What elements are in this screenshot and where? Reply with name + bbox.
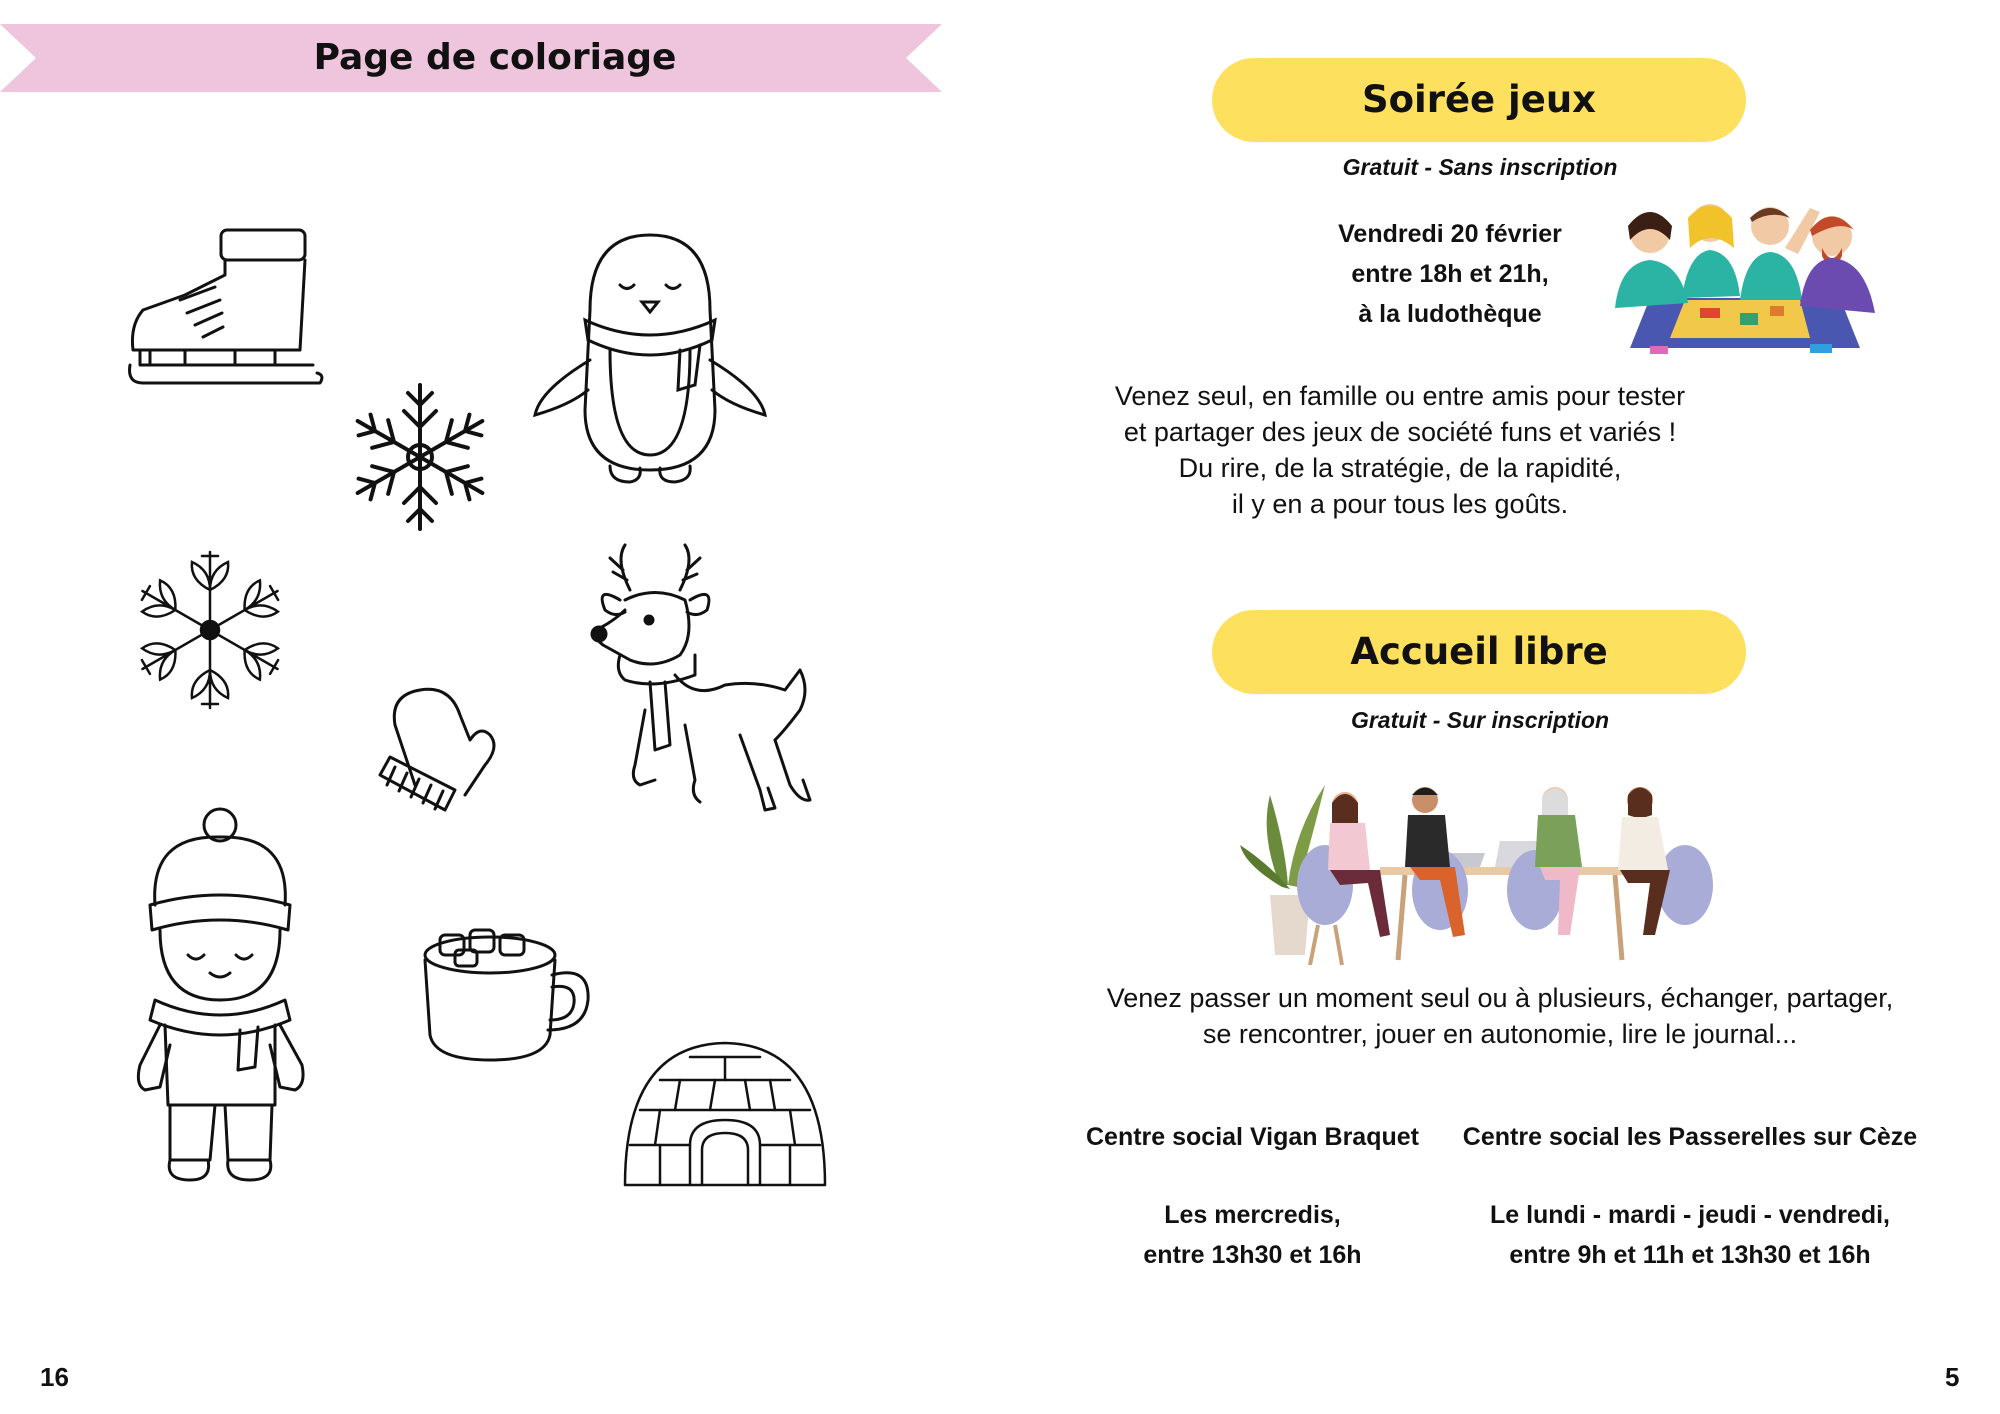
soiree-description-line: et partager des jeux de société funs et variés ! bbox=[1123, 417, 1677, 447]
center-hours: entre 13h30 et 16h bbox=[1143, 1241, 1362, 1269]
soiree-date: Vendredi 20 février bbox=[1338, 220, 1562, 248]
soiree-description-line: Du rire, de la stratégie, de la rapidité, bbox=[1178, 453, 1622, 483]
reindeer-illustration bbox=[585, 540, 815, 840]
coloring-banner bbox=[0, 24, 942, 92]
soiree-description-line: il y en a pour tous les goûts. bbox=[1231, 489, 1569, 519]
soiree-description-line: Venez seul, en famille ou entre amis pour tester bbox=[1114, 381, 1686, 411]
center-passerelles bbox=[1455, 1117, 1925, 1275]
ice-skate-illustration bbox=[125, 225, 325, 390]
center-name: Centre social Vigan Braquet bbox=[1086, 1123, 1419, 1151]
people-at-table-illustration bbox=[1240, 775, 1720, 970]
center-vigan-braquet bbox=[1080, 1117, 1425, 1275]
page-number-right: 5 bbox=[1945, 1362, 1960, 1392]
accueil-libre-description bbox=[1080, 980, 1920, 1052]
accueil-libre-title: Accueil libre bbox=[1212, 610, 1746, 694]
mitten-illustration bbox=[375, 685, 505, 825]
igloo-illustration bbox=[620, 1035, 830, 1195]
accueil-libre-subtitle: Gratuit - Sur inscription bbox=[1350, 707, 1610, 733]
ornate-snowflake-illustration bbox=[130, 545, 290, 715]
board-game-players-illustration bbox=[1610, 188, 1885, 358]
center-hours: entre 9h et 11h et 13h30 et 16h bbox=[1509, 1241, 1871, 1269]
page-number-left: 16 bbox=[40, 1362, 69, 1392]
penguin-illustration bbox=[530, 230, 770, 490]
soiree-hours: entre 18h et 21h, bbox=[1351, 260, 1549, 288]
soiree-jeux-description bbox=[1080, 378, 1720, 522]
coloring-page-title: Page de coloriage bbox=[313, 37, 677, 78]
soiree-location: à la ludothèque bbox=[1358, 300, 1542, 328]
child-illustration bbox=[130, 805, 310, 1185]
center-days: Les mercredis, bbox=[1164, 1201, 1341, 1229]
center-name: Centre social les Passerelles sur Cèze bbox=[1462, 1123, 1918, 1151]
center-days: Le lundi - mardi - jeudi - vendredi, bbox=[1489, 1201, 1891, 1229]
soiree-jeux-title: Soirée jeux bbox=[1212, 58, 1746, 142]
accueil-description-line: Venez passer un moment seul ou à plusieurs, échanger, partager, bbox=[1106, 983, 1894, 1013]
soiree-jeux-subtitle: Gratuit - Sans inscription bbox=[1342, 154, 1618, 180]
hot-chocolate-mug-illustration bbox=[420, 925, 595, 1070]
snowflake-illustration bbox=[340, 375, 500, 540]
soiree-jeux-details bbox=[1250, 214, 1650, 334]
accueil-description-line: se rencontrer, jouer en autonomie, lire le journal... bbox=[1202, 1019, 1798, 1049]
